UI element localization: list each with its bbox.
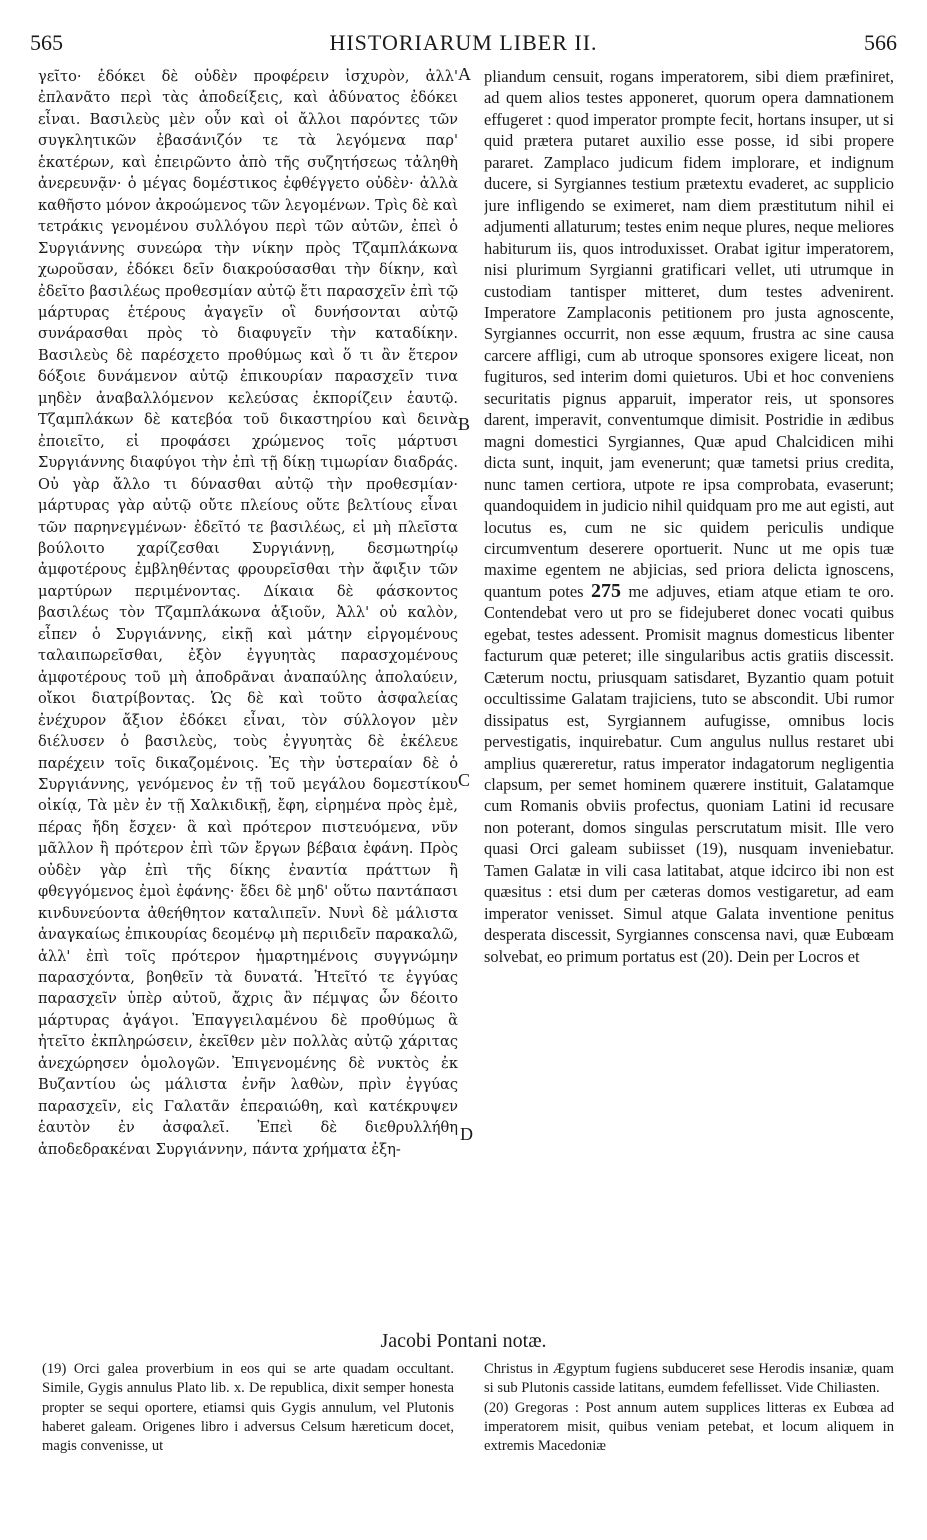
latin-text-column xyxy=(484,66,894,1309)
column-number: 275 xyxy=(591,579,622,602)
running-title: HISTORIARUM LIBER II. xyxy=(329,30,598,55)
margin-marker-c: C xyxy=(458,770,471,790)
page-number-left: 565 xyxy=(30,30,63,55)
running-header xyxy=(30,30,897,60)
margin-marker-d: D xyxy=(460,1124,473,1144)
margin-marker-b: B xyxy=(458,414,471,434)
latin-text-part-1: pliandum censuit, rogans imperatorem, sibi diem præfiniret, ad quem alios testes apponeret, quorum opera damnationem effugeret : quod imperator prompte fecit, hortans insuper, ut si quid prætera putaret auxilio esse posse, id sibi propere pararet. Zamplaco judicum fidem implorare, et indignum ducere, si Syrgiannes testium prætextu evaderet, ac supplicio jure infligendo se eximeret, nam diem præstitutum nihil ei adjumenti allaturum; testes enim neque plures, neque meliores habiturum iis, quos introduxisset. Orabat igitur imperatorem, nisi plurimum Syrgianni gratificari vellet, uti utrumque in custodiam tantisper mitteret, dum testes advenirent. Imperatore Zamplaconis petitionem pro justa agnoscente, Syrgiannes occurrit, non esse æquum, frustra ac sine causa carcere affligi, cum ab utroque sponsores exigere liceat, non fugituros, sed interim domi quieturos. Ubi et hoc conveniens securitatis pignus apparuit, imperator reis, ut sponsores darent, imperavit, conventumque dimisit. Postridie in ædibus magni domestici Syrgiannes, Quæ apud Chalcidicen mihi dicta sunt, inquit, jam evenerunt; quæ tametsi prius credita, nunc tamen certiora, utpote re ipsa comprobata, evaserunt; quandoquidem in judicio nihil quidquam pro me aut egisti, aut locutus es, cum ne sic quidem periculis undique circumventum deserere oportuerit. Nunc ut me opis tuæ maxime egentem ne abjicias, sed priora delicta ignoscens, quantum potes xyxy=(484,67,894,601)
notes-column-left xyxy=(42,1360,454,1530)
note-19: (19) Orci galea proverbium in eos qui se arte quadam occultant. Simile, Gygis annulus Plato lib. x. De republica, dixit semper honesta propter se sequi oportere, etiamsi quis Gygis annulum, vel Plutonis haberet galeam. Origenes libro i adversus Celsum hæreticum docet, magis convenisse, ut xyxy=(42,1361,454,1455)
margin-marker-a: A xyxy=(458,64,471,84)
greek-text-column xyxy=(38,66,458,1309)
note-20: (20) Gregoras : Post annum autem supplices litteras ex Eubœa ad imperatorem misit, quibus veniam petebat, et locum aliquem in extremis Macedoniæ xyxy=(484,1399,894,1455)
notes-column-right xyxy=(484,1360,894,1530)
notes-title: Jacobi Pontani notæ. xyxy=(380,1330,547,1352)
latin-text-part-2: me adjuves, etiam atque etiam te oro. Contendebat vero ut pro se fidejuberet donec vocati quibus egebat, testes adessent. Promisit magnus domesticus libenter facturum quæ peteret; ille singularibus actis gratiis discessit. Cæterum noctu, priusquam satisdaret, Byzantio quam potuit occultissime Galatam trajiciens, tuto se abscondit. Ubi rumor dissipatus est, Syrgiannem aufugisse, omnibus locis pervestigatis, inquirebatur. Cum angulus nullus restaret ubi amplius quæreretur, ratus imperator indagatorum negligentia clapsum, per semet hominem quærere instituit, Galatamque cum Romanis obviis profectus, quoniam Latini id recusare non poterant, domos singulas perscrutatum misit. Ille vero quasi Orci galeam subiisset (19), nusquam inveniebatur. Tamen Galatæ in vili casa latitabat, atque idcirco ibi non est quæsitus : etsi dum per cæteras domos vestigaretur, ad eam imperator venisset. Simul atque Galata inventione penitus desperata discessit, Syrgiannes conscensa navi, quæ Eubœam solvebat, eo primum portatus est (20). Dein per Locros et xyxy=(484,581,894,966)
greek-paragraph: γεῖτο· ἐδόκει δὲ οὐδὲν προφέρειν ἰσχυρὸν, ἀλλ' ἐπλανᾶτο περὶ τὰς ἀποδείξεις, καὶ ἀδύνατος ἐδόκει εἶναι. Βασιλεὺς μὲν οὖν καὶ οἱ ἄλλοι παρόντες τῶν συγκλητικῶν ἐβασάνιζόν τε τὰ λεγόμενα παρ' ἑκατέρων, καὶ ἐπειρῶντο ἀπὸ τῆς συζητήσεως τἀληθὴ ἀνερευνᾷν· ὁ μέγας δομέστικος ἐφθέγγετο οὐδὲν· ἀλλὰ καθῆστο μόνον ἀκροώμενος τῶν λεγομένων. Τρὶς δὲ καὶ τετράκις γενομένου συλλόγου περὶ τῶν αὐτῶν, ἐπεὶ ὁ Συργιάννης συνεώρα τὴν νίκην πρὸς Τζαμπλάκωνα χωροῦσαν, ἐδόκει δεῖν διακρούσασθαι τὴν δίκην, καὶ ἐδεῖτο βασιλέως προθεσμίαν αὐτῷ ἔτι παρασχεῖν ἐπὶ τῷ μάρτυρας ἑτέρους ἀγαγεῖν οἳ δυνήσονται αὐτῷ συνάρασθαι πρὸς τὸ διαφυγεῖν τὴν καταδίκην. Βασιλεὺς δὲ παρέσχετο προθύμως καὶ ὅ τι ἂν ἕτερον δόξοιε δυνάμενον αὐτῷ ἐπικουρίαν παρασχεῖν τινα μηδὲν ἀναβαλλόμενον κελεύσας ἐκπορίζειν ἑαυτῷ. Τζαμπλάκων δὲ κατεβόα τοῦ δικαστηρίου καὶ δεινὰ ἐποιεῖτο, εἰ προφάσει χρώμενος τοῖς μάρτυσι Συργιάννης διαφύγοι τὴν ἐπὶ τῇ δίκῃ τιμωρίαν διαδράς. Οὐ γὰρ ἄλλο τι δύνασθαι αὐτῷ τὴν προθεσμίαν· μάρτυρας γὰρ αὐτῷ οὔτε πλείους οὔτε βελτίους εἶναι τῶν παρηνεγμένων· ἐδεῖτό τε βασιλέως, εἰ μὴ πλεῖστα βούλοιτο χαρίζεσθαι Συργιάννῃ, δεσμωτηρίῳ ἀμφοτέρους ἐμβληθέντας φρουρεῖσθαι τὴν ἄφιξιν τῶν μαρτύρων περιμένοντας. Δίκαια δὲ φάσκοντος βασιλέως τὸν Τζαμπλάκωνα ἀξιοῦν, Ἀλλ' οὐ καλὸν, εἶπεν ὁ Συργιάννης, εἰκῇ καὶ μάτην εἰργομένους ταλαιπωρεῖσθαι, ἐξὸν ἐγγυητὰς παρασχομένους ἀμφοτέρους τοῦ μὴ ἀποδρᾶναι ἀναπαύλης ἀπολαύειν, οἴκοι διατρίβοντας. Ὡς δὲ καὶ τοῦτο ἀσφαλείας ἐνέχυρον ἄξιον ἐδόκει εἶναι, τὸν σύλλογον μὲν διέλυσεν ὁ βασιλεὺς, τοὺς ἐγγυητὰς δὲ ἐκέλευε παρέχειν τοῖς δικαζομένοις. Ἐς τὴν ὑστεραίαν δὲ ὁ Συργιάννης, γενόμενος ἐν τῇ τοῦ μεγάλου δομεστίκου οἰκίᾳ, Τὰ μὲν ἐν τῇ Χαλκιδικῇ, ἔφη, εἰρημένα πρὸς ἐμὲ, πέρας ἤδη ἔσχεν· ἃ καὶ πρότερον πιστευόμενα, νῦν μᾶλλον ἢ πρότερον ἐπὶ τῶν ἔργων βέβαια ἐφάνη. Πρὸς οὐδὲν γὰρ ἐπὶ τῆς δίκης ἐναντία πράττων ἢ φθεγγόμενος ἐμοὶ ἐφάνης· ἔδει δὲ μηδ' οὕτω παντάπασι κινδυνεύοντα ἀθεήθητον καταλιπεῖν. Νυνὶ δὲ μάλιστα ἀναγκαίως ἐπικουρίας δεομένῳ μὴ περιιδεῖν παρακαλῶ, ἀλλ' ἐπὶ τοῖς πρότερον ἡμαρτημένοις συγγνώμην παρασχόντα, βοηθεῖν τὰ δυνατά. Ἠτεῖτό τε ἐγγύας παρασχεῖν ὑπὲρ αὐτοῦ, ἄχρις ἂν πέμψας ὧν δέοιτο μάρτυρας ἀγάγοι. Ἐπαγγειλαμένου δὲ προθύμως ἃ ἠτεῖτο ἐκπληρώσειν, ἐκεῖθεν μὲν πολλὰς αὐτῷ χάριτας ἀνεχώρησεν ὁμολογῶν. Ἐπιγενομένης δὲ νυκτὸς ἐκ Βυζαντίου ὡς μάλιστα ἐνῆν λαθὼν, πρὶν ἐγγύας παρασχεῖν, εἰς Γαλατᾶν ἐπεραιώθη, καὶ κατέκρυψεν ἑαυτὸν ἐν ἀσφαλεῖ. Ἐπεὶ δὲ διεθρυλλήθη ἀποδεδρακέναι Συργιάννην, πάντα χρήματα ἐξη- xyxy=(38,68,458,1158)
page-number-right: 566 xyxy=(864,30,897,55)
note-19-continued: Christus in Ægyptum fugiens subduceret sese Herodis insaniæ, quam si sub Plutonis casside latitans, eumdem fefellisset. Vide Chiliasten. xyxy=(484,1361,894,1397)
latin-paragraph xyxy=(484,66,894,967)
